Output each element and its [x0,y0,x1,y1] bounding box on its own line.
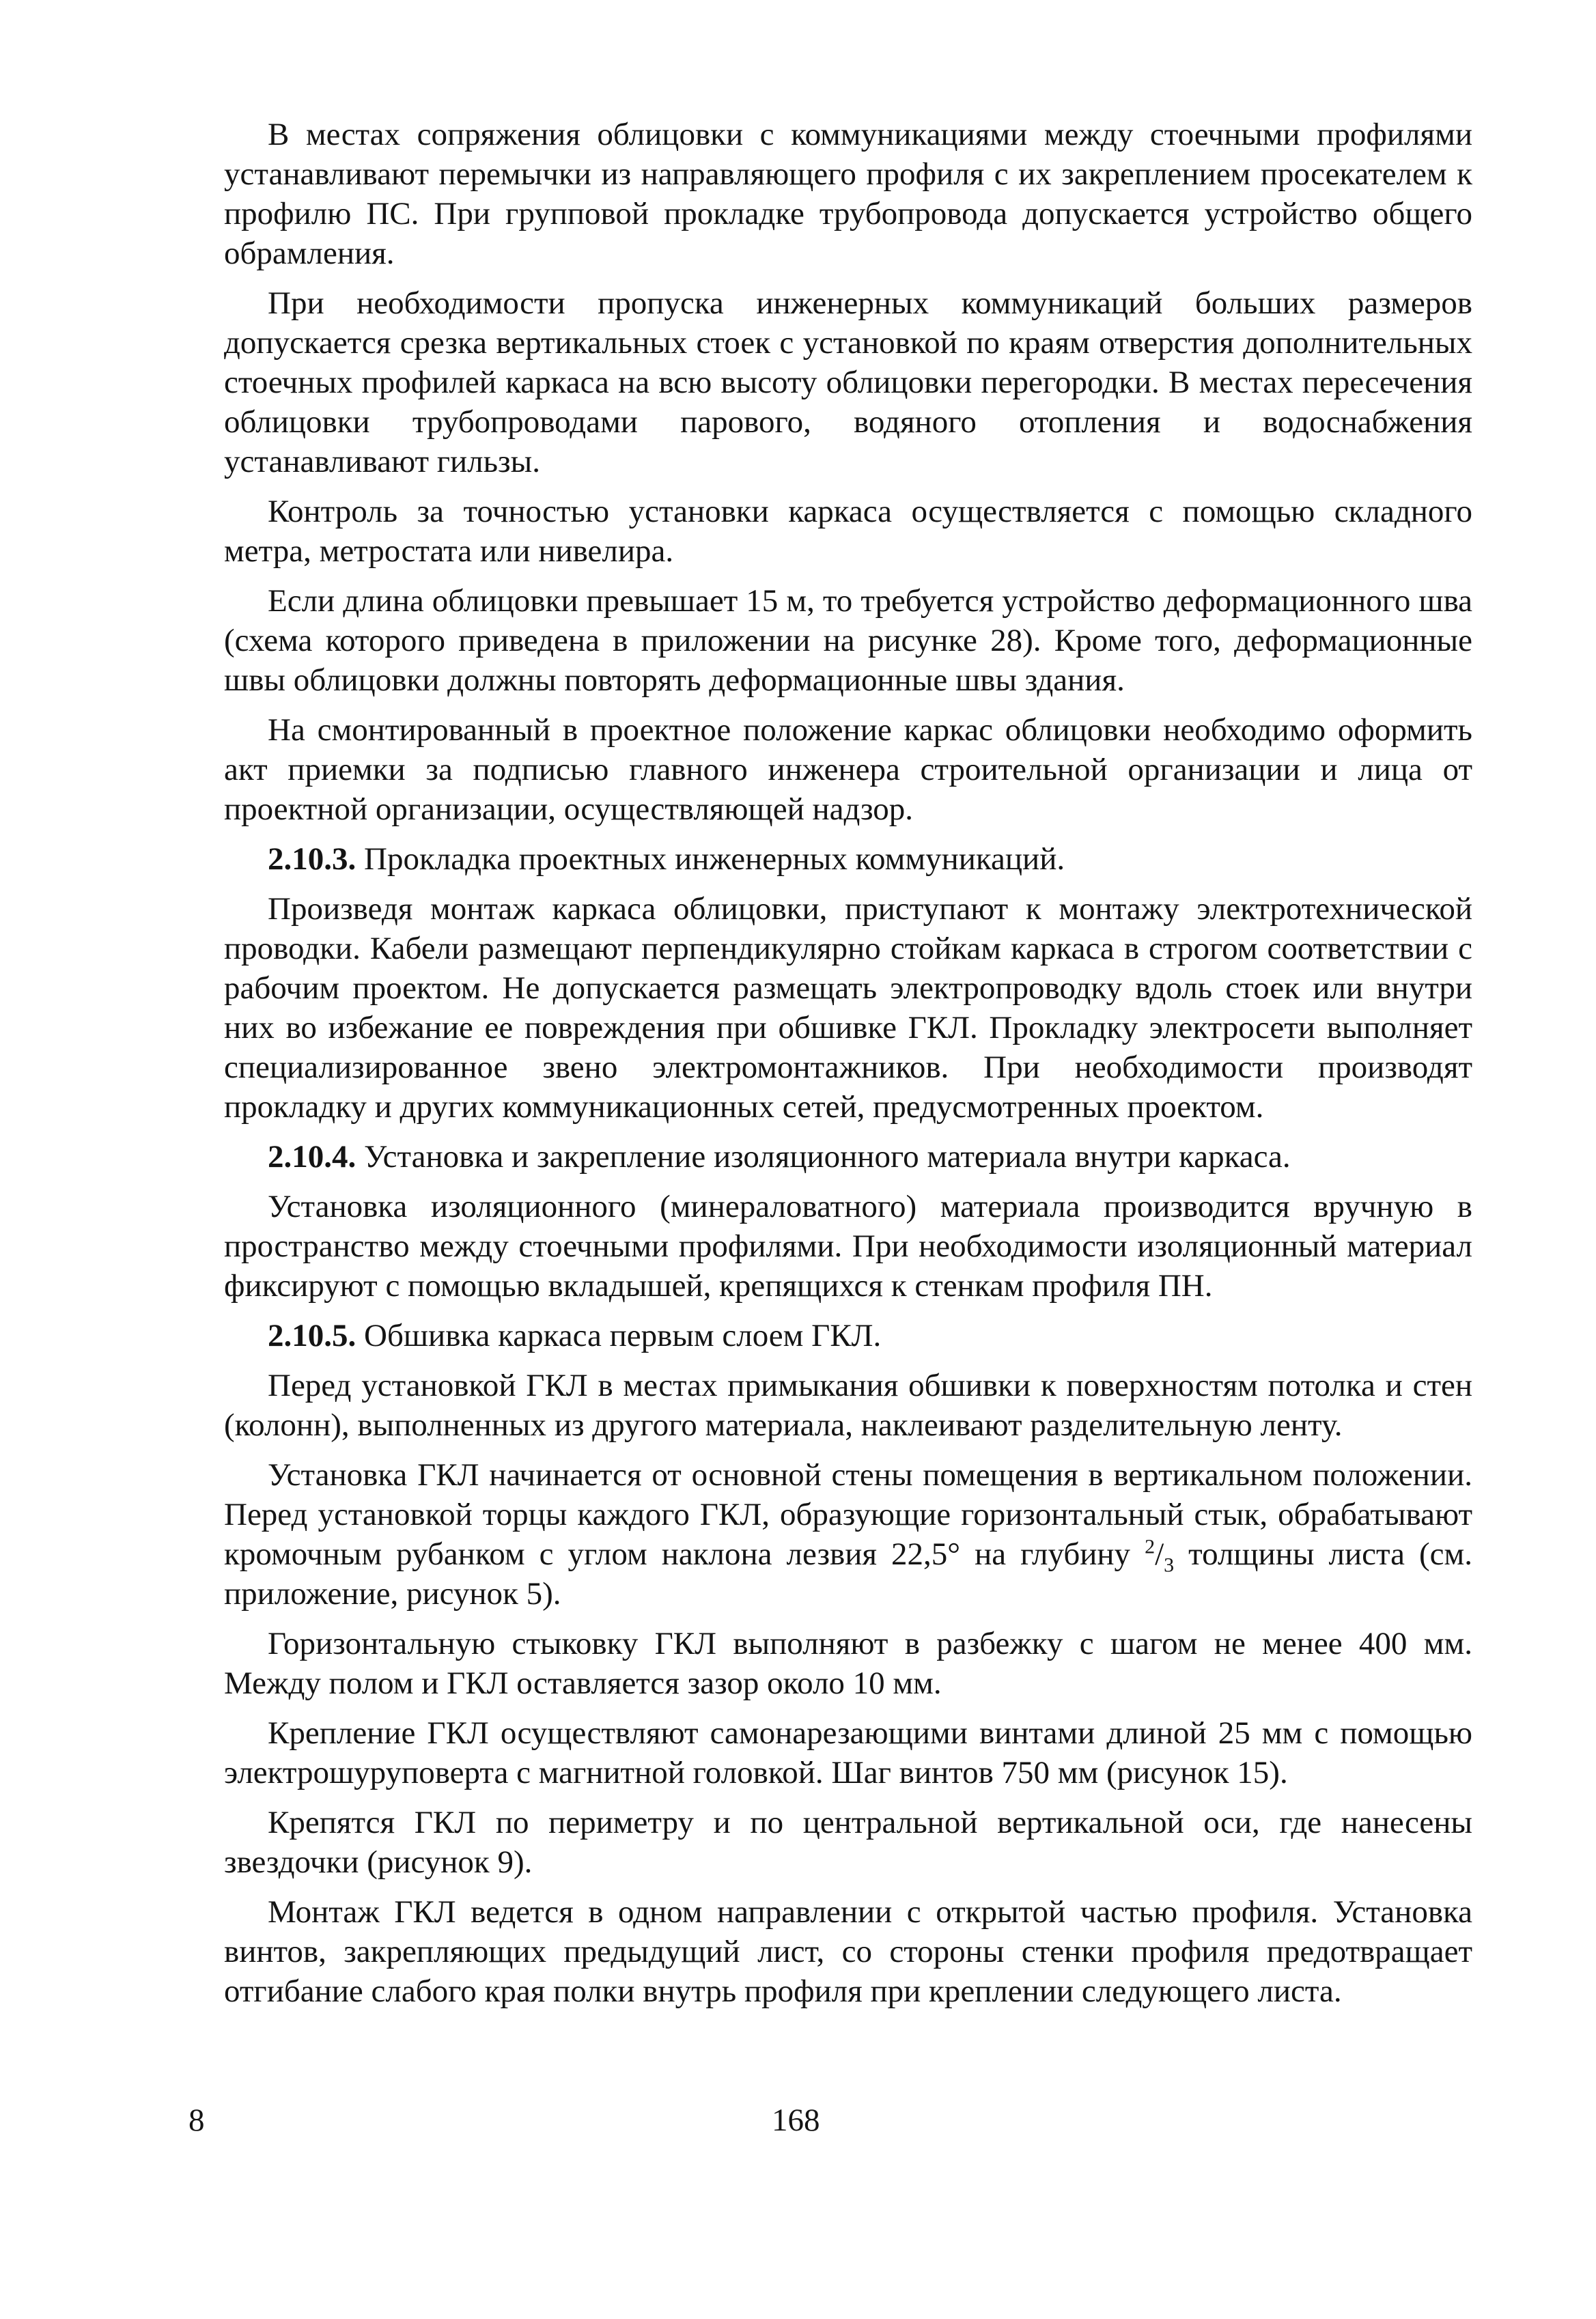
fraction-two-thirds [1145,1535,1175,1577]
paragraph-wiring: Произведя монтаж каркаса облицовки, приступают к монтажу электротехнической проводки. Кабели размещают перпендикулярно стойкам каркаса в строгом соответствии с рабочим проектом. Не допускается размещать электропроводку вдоль стоек или внутри них во избежание ее повреждения при обшивке ГКЛ. Прокладку электросети выполняет специализированное звено электромонтажников. При необходимости производят прокладку и других коммуникационных сетей, предусмотренных проектом. [224,891,1472,1125]
section-heading-2-10-5 [224,1316,1472,1355]
paragraph-fastening-screws: Крепление ГКЛ осуществляют самонарезающими винтами длиной 25 мм с помощью электрошуруповерта с магнитной головкой. Шаг винтов 750 мм (рисунок 15). [224,1715,1472,1790]
paragraph-horizontal-joint: Горизонтальную стыковку ГКЛ выполняют в разбежку с шагом не менее 400 мм. Между полом и ГКЛ оставляется зазор около 10 мм. [224,1626,1472,1701]
section-number: 2.10.3. [268,841,356,877]
paragraph-gkl-installation [224,1455,1472,1614]
section-heading-2-10-3 [224,839,1472,879]
paragraph-acceptance-act: На смонтированный в проектное положение каркас облицовки необходимо оформить акт приемки за подписью главного инженера строительной организации и лица от проектной организации, осуществляющей надзор. [224,712,1472,827]
fraction-numerator: 2 [1145,1535,1156,1558]
paragraph-gkl-installation-end: толщины листа (см. приложение, рисунок 5). [224,1536,1472,1612]
page-footer [0,2100,1596,2141]
section-title: Установка и закрепление изоляционного материала внутри каркаса. [356,1139,1291,1175]
paragraph-utilities-passage: При необходимости пропуска инженерных коммуникаций больших размеров допускается срезка вертикальных стоек с установкой по краям отверстия дополнительных стоечных профилей каркаса на всю высоту облицовки перегородки. В местах пересечения облицовки трубопроводами парового, водяного отопления и водоснабжения устанавливают гильзы. [224,285,1472,479]
page-number-center: 168 [772,2103,820,2138]
fraction-denominator: 3 [1164,1554,1175,1577]
fraction-slash: / [1155,1536,1164,1572]
paragraph-insulation: Установка изоляционного (минераловатного) материала производится вручную в пространство между стоечными профилями. При необходимости изоляционный материал фиксируют с помощью вкладышей, крепящихся к стенкам профиля ПН. [224,1189,1472,1304]
paragraph-gkl-installation-start: Установка ГКЛ начинается от основной стены помещения в вертикальном положении. Перед установкой торцы каждого ГКЛ, образующие горизонтальный стык, обрабатывают кромочным рубанком с углом наклона лезвия 22,5° на глубину [224,1457,1472,1572]
paragraph-junctions: В местах сопряжения облицовки с коммуникациями между стоечными профилями устанавливают перемычки из направляющего профиля с их закреплением просекателем к профилю ПС. При групповой прокладке трубопровода допускается устройство общего обрамления. [224,117,1472,271]
paragraph-frame-accuracy: Контроль за точностью установки каркаса осуществляется с помощью складного метра, метростата или нивелира. [224,494,1472,569]
body-text [224,115,1472,2021]
paragraph-separating-tape: Перед установкой ГКЛ в местах примыкания обшивки к поверхностям потолка и стен (колонн), выполненных из другого материала, наклеивают разделительную ленту. [224,1368,1472,1443]
page-number-left: 8 [188,2103,205,2138]
section-title: Прокладка проектных инженерных коммуникаций. [356,841,1065,877]
paragraph-expansion-joint: Если длина облицовки превышает 15 м, то требуется устройство деформационного шва (схема которого приведена в приложении на рисунке 28). Кроме того, деформационные швы облицовки должны повторять деформационные швы здания. [224,583,1472,698]
paragraph-fastening-perimeter: Крепятся ГКЛ по периметру и по центральной вертикальной оси, где нанесены звездочки (рисунок 9). [224,1805,1472,1880]
paragraph-mounting-direction: Монтаж ГКЛ ведется в одном направлении с открытой частью профиля. Установка винтов, закрепляющих предыдущий лист, со стороны стенки профиля предотвращает отгибание слабого края полки внутрь профиля при креплении следующего листа. [224,1894,1472,2009]
section-title: Обшивка каркаса первым слоем ГКЛ. [356,1318,882,1353]
section-heading-2-10-4 [224,1137,1472,1177]
section-number: 2.10.4. [268,1139,356,1175]
section-number: 2.10.5. [268,1318,356,1353]
